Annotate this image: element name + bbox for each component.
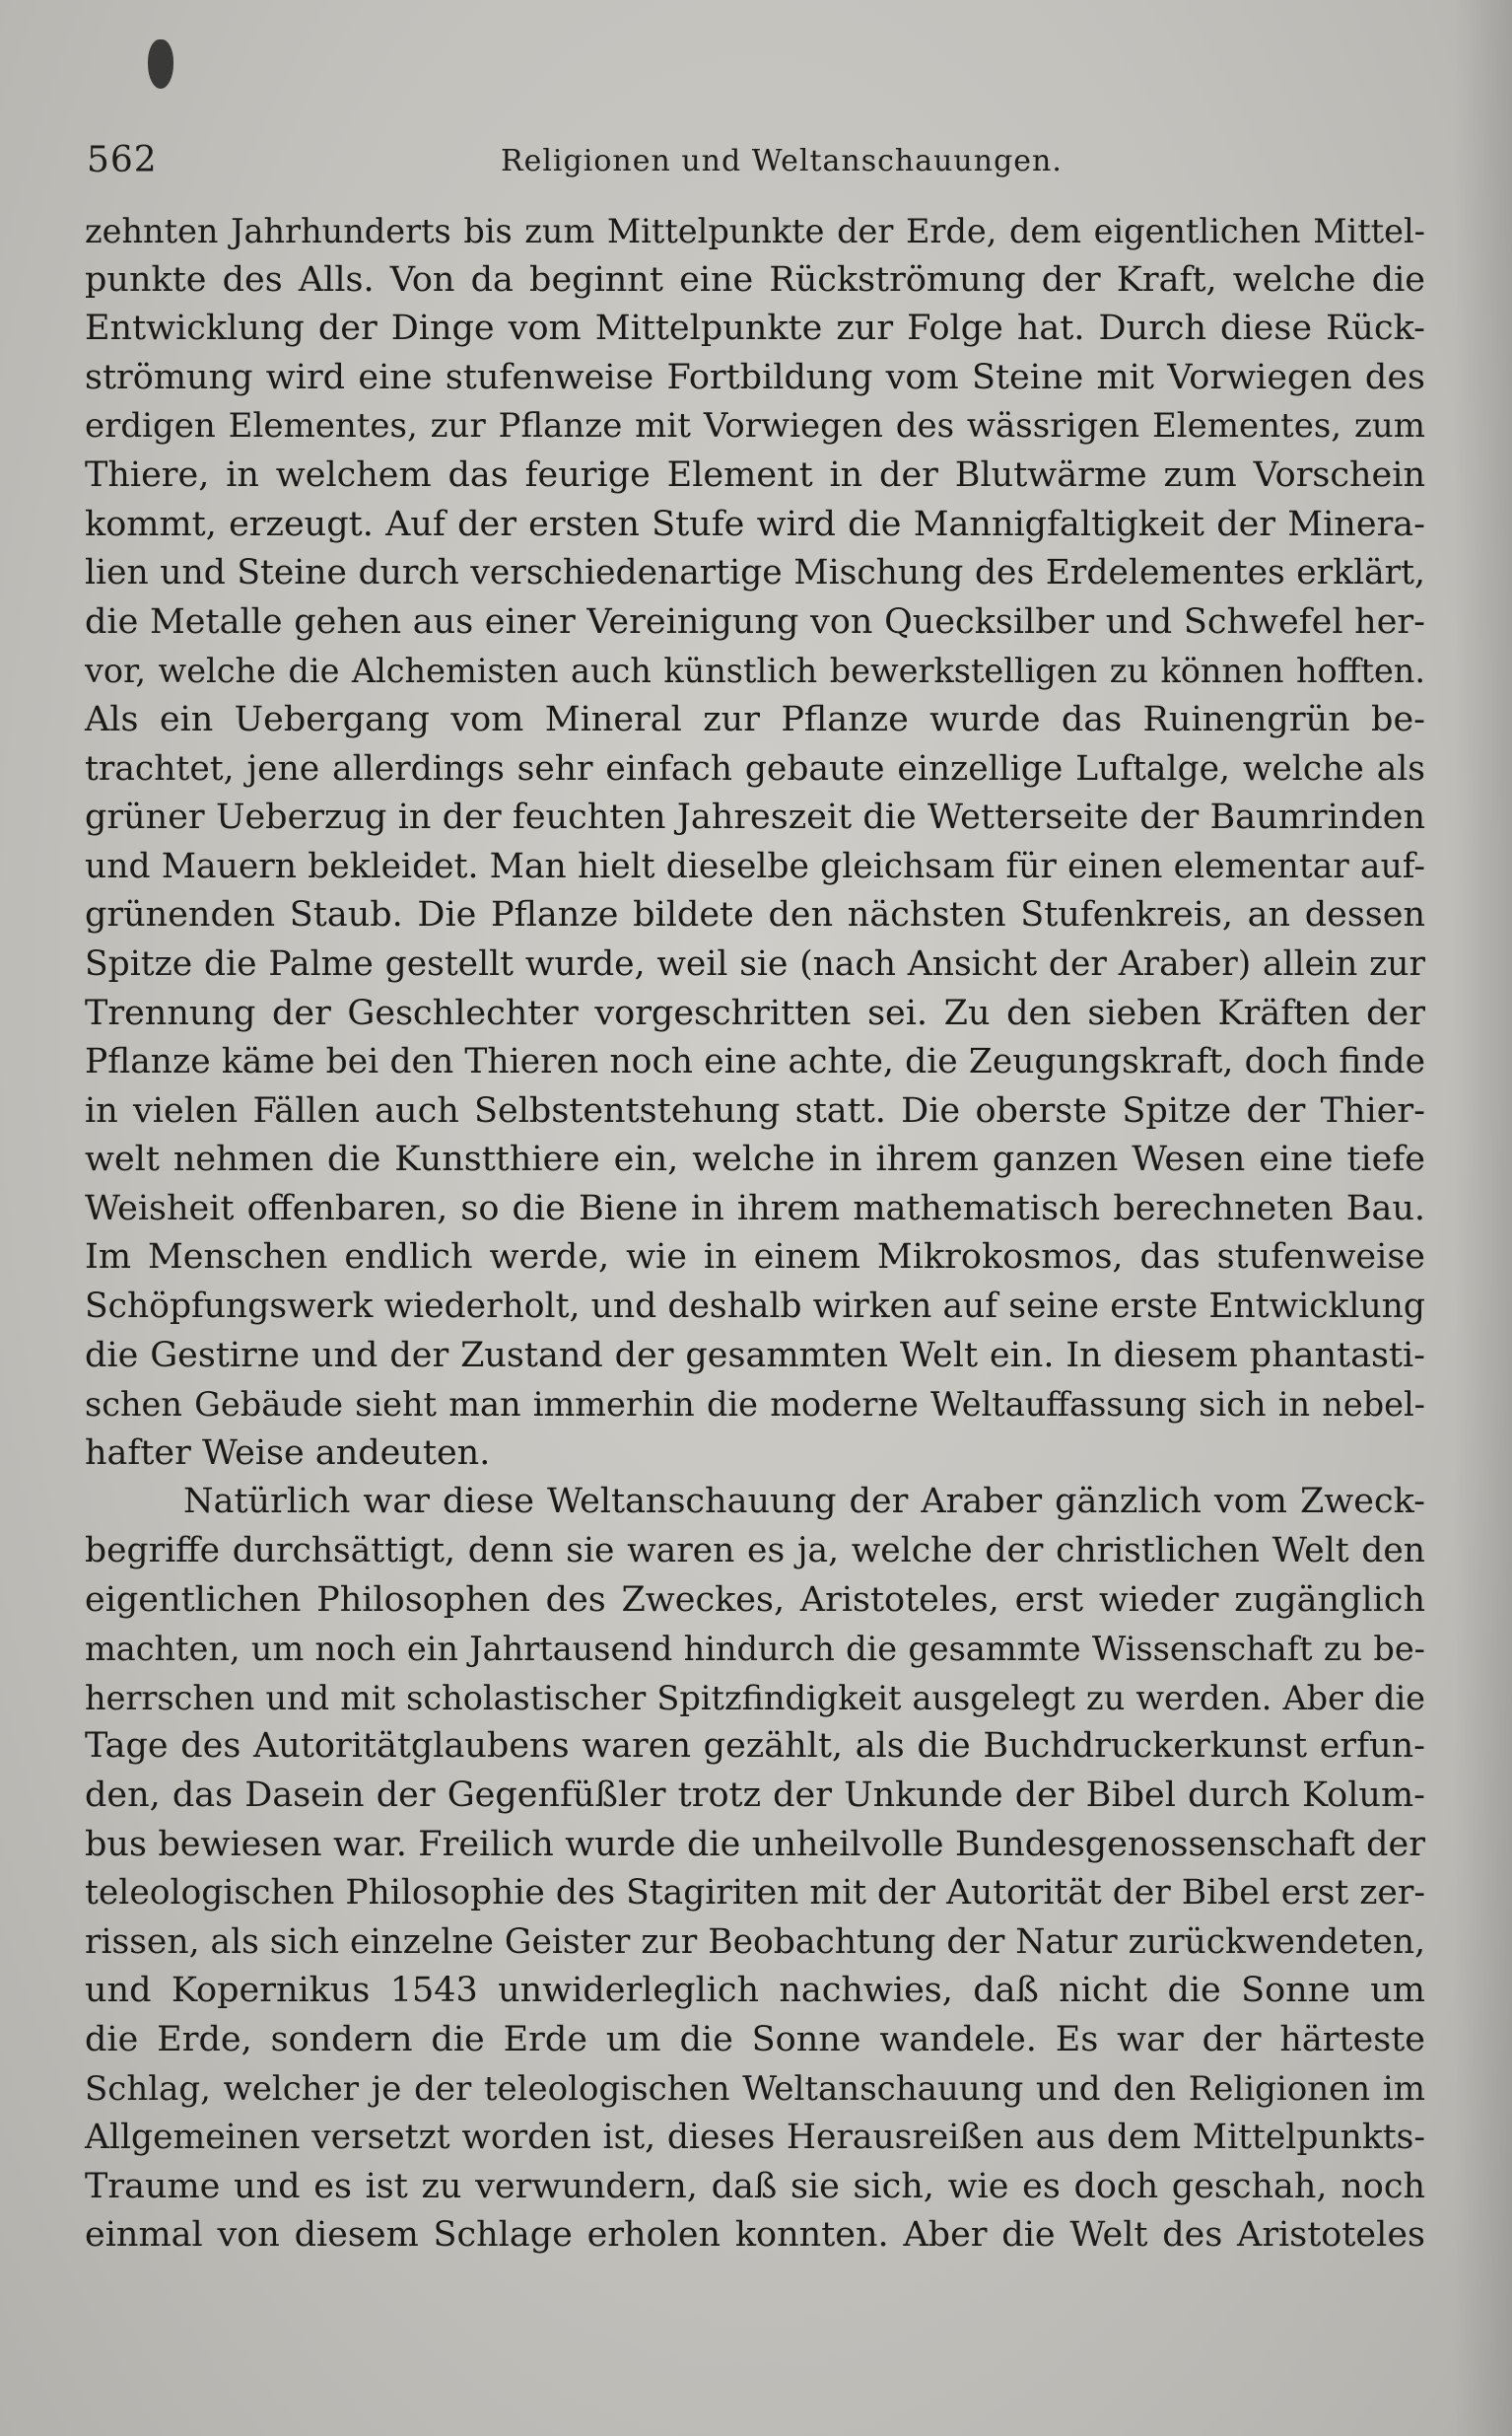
text-line: trachtet, jene allerdings sehr einfach gebaute einzellige Luftalge, welche als xyxy=(85,748,1425,789)
text-line: Natürlich war diese Weltanschauung der Araber gänzlich vom Zweck- xyxy=(183,1482,1425,1522)
text-line: Thiere, in welchem das feurige Element in der Blutwärme zum Vorschein xyxy=(85,454,1425,495)
page-edge-shadow xyxy=(1453,0,1512,2436)
text-line: erdigen Elementes, zur Pflanze mit Vorwiegen des wässrigen Elementes, zum xyxy=(85,406,1425,447)
text-line: schen Gebäude sieht man immerhin die moderne Weltauffassung sich in nebel- xyxy=(85,1385,1425,1425)
text-line: in vielen Fällen auch Selbstentstehung statt. Die oberste Spitze der Thier- xyxy=(85,1090,1425,1131)
text-line: teleologischen Philosophie des Stagiriten mit der Autorität der Bibel erst zer- xyxy=(85,1873,1425,1914)
body-text xyxy=(85,207,1425,2261)
text-line: Trennung der Geschlechter vorgeschritten sei. Zu den sieben Kräften der xyxy=(85,993,1425,1033)
text-line: hafter Weise andeuten. xyxy=(85,1432,491,1473)
text-line: Weisheit offenbaren, so die Biene in ihrem mathematisch berechneten Bau. xyxy=(85,1188,1425,1228)
text-line: rissen, als sich einzelne Geister zur Beobachtung der Natur zurückwendeten, xyxy=(85,1921,1426,1962)
text-line: Schöpfungswerk wiederholt, und deshalb wirken auf seine erste Entwicklung xyxy=(85,1287,1425,1327)
text-line: und Mauern bekleidet. Man hielt dieselbe gleichsam für einen elementar auf- xyxy=(85,846,1425,886)
running-head: Religionen und Weltanschauungen. xyxy=(501,144,1063,178)
text-line: eigentlichen Philosophen des Zweckes, Aristoteles, erst wieder zugänglich xyxy=(85,1579,1425,1620)
text-line: strömung wird eine stufenweise Fortbildung vom Steine mit Vorwiegen des xyxy=(85,357,1425,397)
text-line: herrschen und mit scholastischer Spitzfindigkeit ausgelegt zu werden. Aber die xyxy=(85,1678,1425,1717)
text-line: Pflanze käme bei den Thieren noch eine achte, die Zeugungskraft, doch finde xyxy=(85,1042,1425,1082)
text-line: Traume und es ist zu verwundern, daß sie sich, wie es doch geschah, noch xyxy=(85,2166,1425,2206)
text-line: und Kopernikus 1543 unwiderleglich nachwies, daß nicht die Sonne um xyxy=(85,1971,1425,2011)
text-line: grüner Ueberzug in der feuchten Jahreszeit die Wetterseite der Baumrinden xyxy=(85,798,1425,838)
text-line: Als ein Uebergang vom Mineral zur Pflanze wurde das Ruinengrün be- xyxy=(85,699,1425,739)
text-line: den, das Dasein der Gegenfüßler trotz der Unkunde der Bibel durch Kolum- xyxy=(85,1775,1425,1815)
ink-blot xyxy=(148,39,173,89)
text-line: grünenden Staub. Die Pflanze bildete den nächsten Stufenkreis, an dessen xyxy=(85,895,1425,936)
paragraph xyxy=(85,1478,1425,2261)
text-line: zehnten Jahrhunderts bis zum Mittelpunkte der Erde, dem eigentlichen Mittel- xyxy=(85,212,1425,250)
text-line: Schlag, welcher je der teleologischen Weltanschauung und den Religionen im xyxy=(85,2068,1425,2109)
text-line: die Metalle gehen aus einer Vereinigung von Quecksilber und Schwefel her- xyxy=(85,601,1425,642)
text-line: Tage des Autoritätglaubens waren gezählt, als die Buchdruckerkunst erfun- xyxy=(85,1726,1425,1767)
text-line: vor, welche die Alchemisten auch künstlich bewerkstelligen zu können hofften. xyxy=(85,652,1425,691)
text-line: Entwicklung der Dinge vom Mittelpunkte zur Folge hat. Durch diese Rück- xyxy=(85,309,1425,349)
text-line: begriffe durchsättigt, denn sie waren es ja, welche der christlichen Welt den xyxy=(85,1531,1425,1571)
text-line: die Gestirne und der Zustand der gesammten Welt ein. In diesem phantasti- xyxy=(85,1335,1425,1375)
text-line: machten, um noch ein Jahrtausend hindurch die gesammte Wissenschaft zu be- xyxy=(85,1630,1425,1669)
page-number: 562 xyxy=(87,140,158,180)
text-line: punkte des Alls. Von da beginnt eine Rückströmung der Kraft, welche die xyxy=(85,259,1425,300)
text-line: die Erde, sondern die Erde um die Sonne wandele. Es war der härteste xyxy=(85,2019,1425,2059)
text-line: Im Menschen endlich werde, wie in einem Mikrokosmos, das stufenweise xyxy=(85,1237,1425,1278)
text-line: einmal von diesem Schlage erholen konnten. Aber die Welt des Aristoteles xyxy=(85,2215,1425,2256)
paragraph xyxy=(85,207,1425,1478)
page-header xyxy=(87,136,1427,195)
text-line: kommt, erzeugt. Auf der ersten Stufe wird die Mannigfaltigkeit der Minera- xyxy=(85,504,1425,544)
text-line: Allgemeinen versetzt worden ist, dieses Herausreißen aus dem Mittelpunkts- xyxy=(85,2118,1425,2158)
text-line: Spitze die Palme gestellt wurde, weil sie (nach Ansicht der Araber) allein zur xyxy=(85,943,1425,984)
text-line: lien und Steine durch verschiedenartige Mischung des Erdelementes erklärt, xyxy=(85,553,1425,593)
text-line: welt nehmen die Kunstthiere ein, welche in ihrem ganzen Wesen eine tiefe xyxy=(85,1140,1425,1180)
text-line: bus bewiesen war. Freilich wurde die unheilvolle Bundesgenossenschaft der xyxy=(85,1824,1425,1864)
